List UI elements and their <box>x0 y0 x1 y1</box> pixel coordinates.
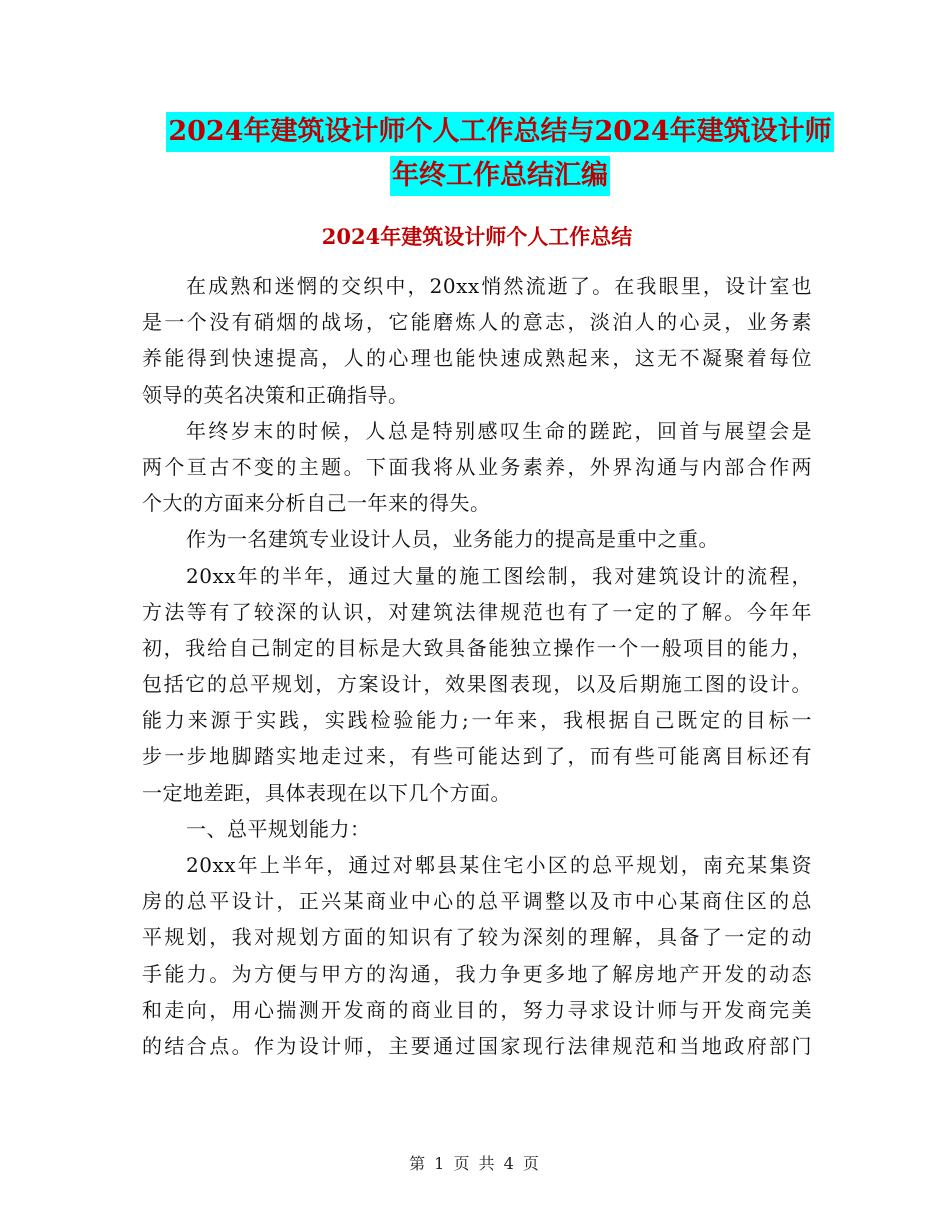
text-line: 初，我给自己制定的目标是大致具备能独立操作一个一般项目的能力， <box>142 635 812 660</box>
text-line: 方法等有了较深的认识，对建筑法律规范也有了一定的了解。今年年 <box>142 599 812 624</box>
text-line: 一、总平规划能力： <box>186 816 371 841</box>
text-line: 包括它的总平规划，方案设计，效果图表现，以及后期施工图的设计。 <box>142 672 812 697</box>
text-line: 在成熟和迷惘的交织中，20xx悄然流逝了。在我眼里，设计室也 <box>186 274 812 298</box>
section-heading: 2024年建筑设计师个人工作总结 <box>321 224 633 249</box>
text-line: 和走向，用心揣测开发商的商业目的，努力寻求设计师与开发商完美 <box>142 997 812 1022</box>
text-line: 作为一名建筑专业设计人员，业务能力的提高是重中之重。 <box>186 527 719 552</box>
text-line: 手能力。为方便与甲方的沟通，我力争更多地了解房地产开发的动态 <box>142 961 812 986</box>
document-title <box>150 112 850 200</box>
text-line: 20xx年上半年，通过对郫县某住宅小区的总平规划，南充某集资 <box>186 853 812 877</box>
text-line: 能力来源于实践，实践检验能力;一年来，我根据自己既定的目标一 <box>142 708 812 733</box>
text-line: 房的总平设计，正兴某商业中心的总平调整以及市中心某商住区的总 <box>142 889 812 914</box>
text-line: 年终岁末的时候，人总是特别感叹生命的蹉跎，回首与展望会是 <box>186 418 812 443</box>
text-line: 个大的方面来分析自己一年来的得失。 <box>142 491 491 516</box>
text-line: 平规划，我对规划方面的知识有了较为深刻的理解，具备了一定的动 <box>142 925 812 950</box>
body-text <box>142 268 812 1064</box>
title-line-2: 年终工作总结汇编 <box>390 156 610 196</box>
text-line: 是一个没有硝烟的战场，它能磨炼人的意志，淡泊人的心灵，业务素 <box>142 310 812 335</box>
text-line: 一定地差距，具体表现在以下几个方面。 <box>142 780 511 805</box>
text-line: 20xx年的半年，通过大量的施工图绘制，我对建筑设计的流程， <box>186 563 812 588</box>
text-line: 的结合点。作为设计师，主要通过国家现行法律规范和当地政府部门 <box>142 1033 812 1058</box>
title-line-1: 2024年建筑设计师个人工作总结与2024年建筑设计师 <box>166 112 833 152</box>
text-line: 养能得到快速提高，人的心理也能快速成熟起来，这无不凝聚着每位 <box>142 346 812 371</box>
page-footer: 第 1 页 共 4 页 <box>409 1154 541 1173</box>
text-line: 两个亘古不变的主题。下面我将从业务素养，外界沟通与内部合作两 <box>142 454 812 479</box>
text-line: 领导的英名决策和正确指导。 <box>142 382 409 407</box>
text-line: 步一步地脚踏实地走过来，有些可能达到了，而有些可能离目标还有 <box>142 744 812 769</box>
